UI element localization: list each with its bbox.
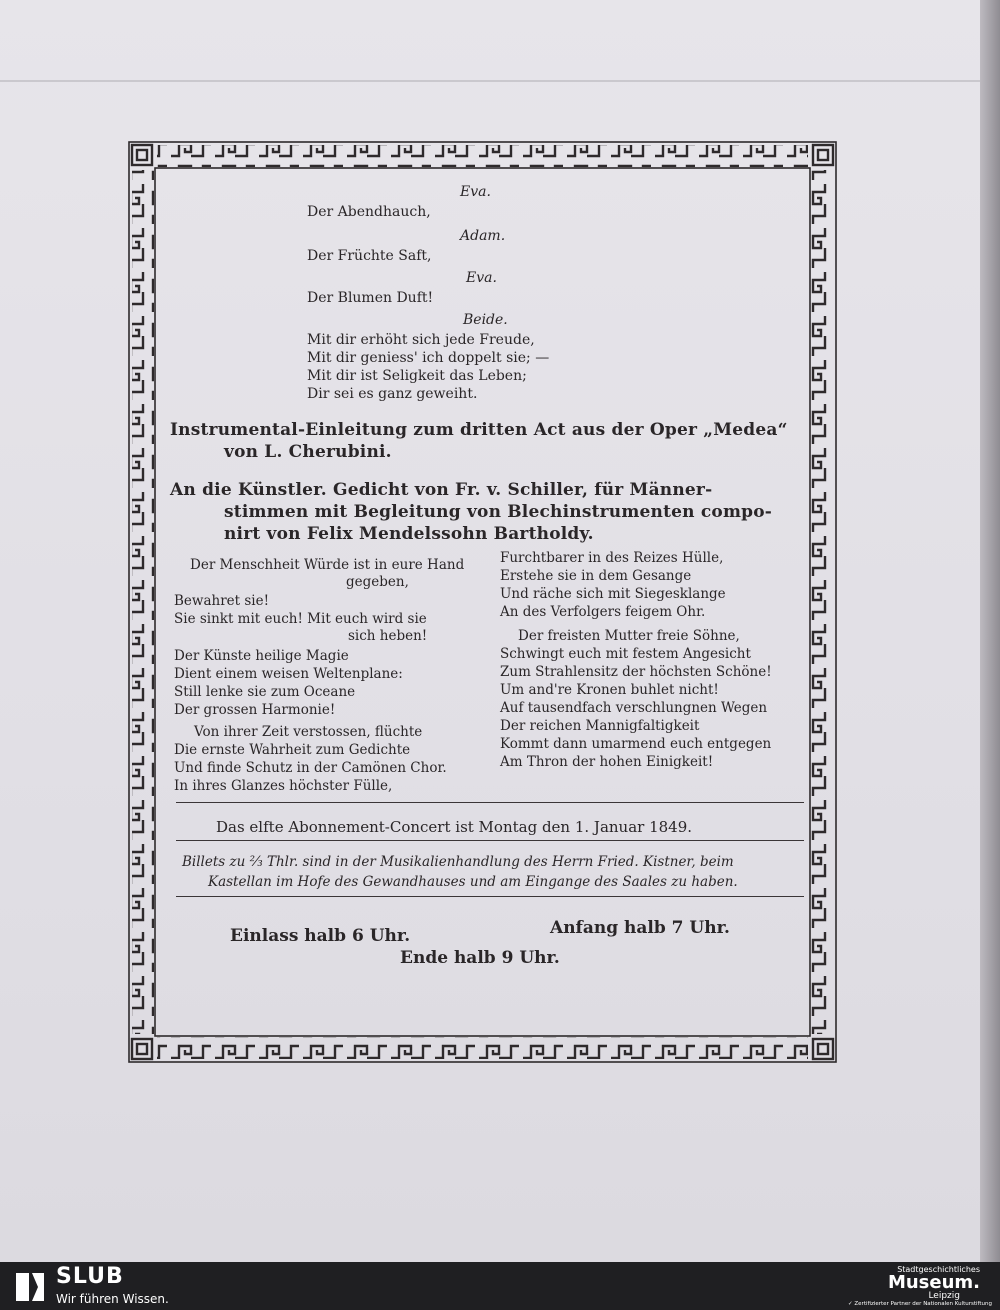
poem-line: Schwingt euch mit festem Angesicht <box>500 646 751 662</box>
poem-line: Und räche sich mit Siegesklange <box>500 586 726 602</box>
poem-line: Um and're Kronen buhlet nicht! <box>500 682 719 698</box>
museum-partner-note: ✓ Zertifizierter Partner der Nationalen Kulturstiftung <box>848 1301 992 1307</box>
role-eva: Eva. <box>460 184 491 200</box>
poem-line: Still lenke sie zum Oceane <box>174 684 356 700</box>
slub-logo-icon[interactable] <box>12 1269 48 1305</box>
next-concert-notice: Das elfte Abonnement-Concert ist Montag den 1. Januar 1849. <box>216 818 693 836</box>
poem-line: Der reichen Mannigfaltigkeit <box>500 718 700 734</box>
poem-line: Kommt dann umarmend euch entgegen <box>500 736 772 752</box>
poem-line: Furchtbarer in des Reizes Hülle, <box>500 550 724 566</box>
ticket-info-line: Billets zu ⅔ Thlr. sind in der Musikalienhandlung des Herrn Fried. Kistner, beim <box>182 854 734 870</box>
anfang-time: Anfang halb 7 Uhr. <box>550 918 730 938</box>
poem-line: Erstehe sie in dem Gesange <box>500 568 692 584</box>
beide-line: Mit dir ist Seligkeit das Leben; <box>307 368 527 384</box>
program-content <box>170 180 810 980</box>
beide-line: Dir sei es ganz geweiht. <box>307 386 478 402</box>
role-adam: Adam. <box>460 228 506 244</box>
footer-bar <box>0 1262 1000 1310</box>
sheet-edge-shadow <box>980 0 1000 1262</box>
poem-line: sich heben! <box>348 628 428 644</box>
poem-line: Die ernste Wahrheit zum Gedichte <box>174 742 411 758</box>
poem-line: Auf tausendfach verschlungnen Wegen <box>500 700 768 716</box>
slub-tagline: Wir führen Wissen. <box>56 1292 169 1306</box>
poem-line: Von ihrer Zeit verstossen, flüchte <box>194 724 423 740</box>
program-item-medea: Instrumental-Einleitung zum dritten Act aus der Oper „Medea“ <box>170 420 788 440</box>
museum-pretitle: Stadtgeschichtliches <box>897 1265 980 1274</box>
program-item-kuenstler: An die Künstler. Gedicht von Fr. v. Schiller, für Männer- <box>170 480 713 500</box>
poem-line: Der grossen Harmonie! <box>174 702 336 718</box>
einlass-time: Einlass halb 6 Uhr. <box>230 926 411 946</box>
role-beide: Beide. <box>463 312 508 328</box>
beide-line: Mit dir erhöht sich jede Freude, <box>307 332 535 348</box>
poem-line: Der freisten Mutter freie Söhne, <box>518 628 740 644</box>
slub-title[interactable]: SLUB <box>56 1264 124 1289</box>
poem-line: Dient einem weisen Weltenplane: <box>174 666 403 682</box>
poem-line: An des Verfolgers feigem Ohr. <box>500 604 706 620</box>
poem-line: Der Menschheit Würde ist in eure Hand <box>190 557 465 573</box>
poem-line: Zum Strahlensitz der höchsten Schöne! <box>500 664 772 680</box>
poem-line: Sie sinkt mit euch! Mit euch wird sie <box>174 611 427 627</box>
poem-line: Am Thron der hohen Einigkeit! <box>500 754 714 770</box>
poem-line: In ihres Glanzes höchster Fülle, <box>174 778 393 794</box>
paper-fold <box>0 80 980 82</box>
poem-line: Bewahret sie! <box>174 593 270 609</box>
poem-line: gegeben, <box>346 574 409 590</box>
beide-line: Mit dir geniess' ich doppelt sie; — <box>307 350 550 366</box>
divider-rule <box>176 896 804 897</box>
program-item-medea-composer: von L. Cherubini. <box>224 442 392 462</box>
ticket-info-line: Kastellan im Hofe des Gewandhauses und am Eingange des Saales zu haben. <box>208 874 738 890</box>
divider-rule <box>176 840 804 841</box>
divider-rule <box>176 802 804 803</box>
program-item-kuenstler-line: nirt von Felix Mendelssohn Bartholdy. <box>224 524 594 544</box>
ende-time: Ende halb 9 Uhr. <box>400 948 560 968</box>
duet-line: Der Abendhauch, <box>307 204 431 220</box>
duet-line: Der Früchte Saft, <box>307 248 432 264</box>
museum-city: Leipzig <box>928 1291 960 1301</box>
poem-line: Und finde Schutz in der Camönen Chor. <box>174 760 447 776</box>
program-item-kuenstler-line: stimmen mit Begleitung von Blechinstrumenten compo- <box>224 502 773 522</box>
duet-line: Der Blumen Duft! <box>307 290 434 306</box>
museum-logo-title[interactable]: Museum. <box>887 1272 980 1293</box>
poem-line: Der Künste heilige Magie <box>174 648 349 664</box>
role-eva: Eva. <box>466 270 497 286</box>
